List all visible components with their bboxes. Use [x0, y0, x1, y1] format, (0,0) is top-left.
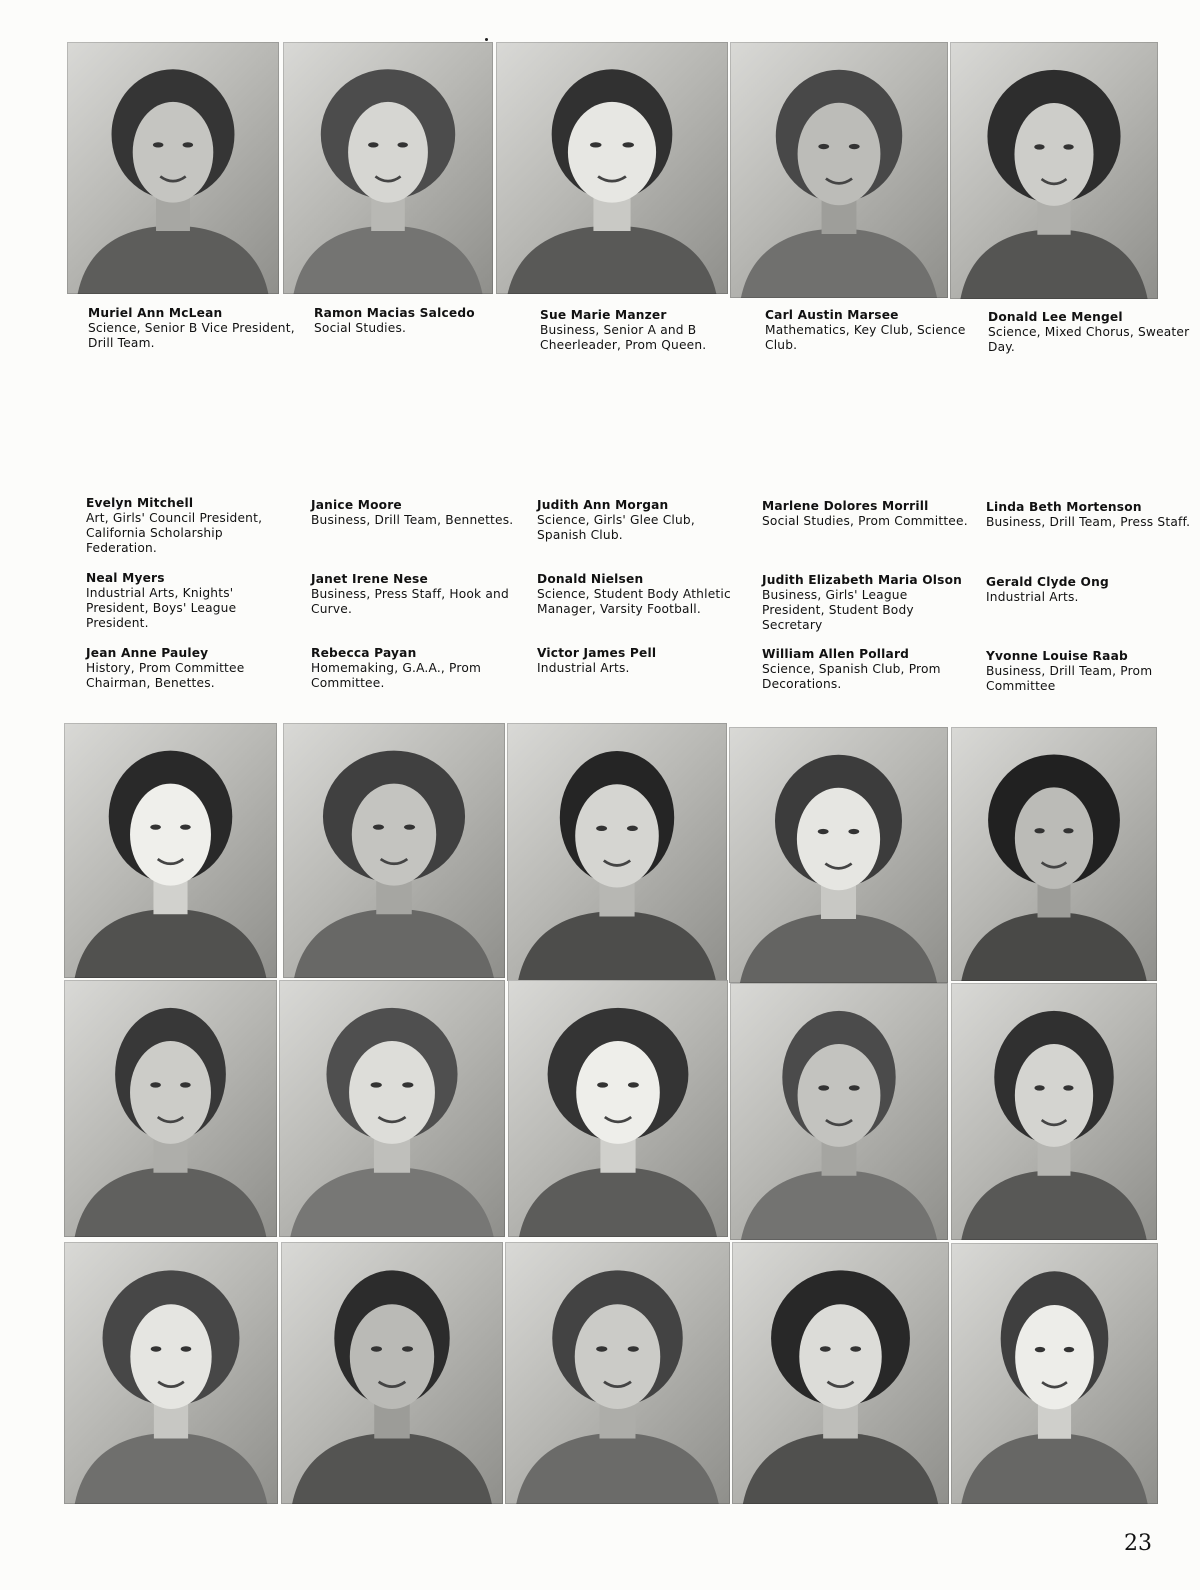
- student-activities: Science, Mixed Chorus, Sweater Day.: [988, 325, 1190, 354]
- caption-yvonne-louise-raab: [986, 649, 1196, 694]
- caption-muriel-ann-mclean: [88, 306, 298, 351]
- student-activities: Industrial Arts, Knights' President, Boys' League President.: [86, 586, 237, 630]
- caption-evelyn-mitchell: [86, 496, 296, 556]
- student-activities: Science, Spanish Club, Prom Decorations.: [762, 662, 941, 691]
- portrait-judith-elizabeth-maria-olson: [730, 983, 948, 1240]
- student-activities: Industrial Arts.: [537, 661, 630, 675]
- student-name: Victor James Pell: [537, 646, 657, 660]
- student-activities: Business, Drill Team, Bennettes.: [311, 513, 514, 527]
- student-name: Rebecca Payan: [311, 646, 417, 660]
- student-name: Evelyn Mitchell: [86, 496, 194, 510]
- student-name: Carl Austin Marsee: [765, 308, 899, 322]
- student-activities: Science, Senior B Vice President, Drill Team.: [88, 321, 295, 350]
- portrait-neal-myers: [64, 980, 277, 1237]
- caption-victor-james-pell: [537, 646, 747, 676]
- student-activities: Science, Student Body Athletic Manager, Varsity Football.: [537, 587, 731, 616]
- portrait-yvonne-louise-raab: [951, 1243, 1158, 1504]
- student-name: Marlene Dolores Morrill: [762, 499, 929, 513]
- student-name: Muriel Ann McLean: [88, 306, 223, 320]
- portrait-sue-marie-manzer: [496, 42, 728, 294]
- caption-janice-moore: [311, 498, 521, 528]
- caption-ramon-macias-salcedo: [314, 306, 524, 336]
- page-number: 23: [1124, 1531, 1152, 1556]
- student-name: Janice Moore: [311, 498, 402, 512]
- student-name: Yvonne Louise Raab: [986, 649, 1128, 663]
- portrait-jean-anne-pauley: [64, 1242, 278, 1504]
- student-name: Gerald Clyde Ong: [986, 575, 1109, 589]
- student-name: Janet Irene Nese: [311, 572, 428, 586]
- print-mark: [485, 38, 488, 41]
- student-name: Neal Myers: [86, 571, 165, 585]
- portrait-janice-moore: [283, 723, 505, 978]
- student-name: Donald Lee Mengel: [988, 310, 1123, 324]
- caption-neal-myers: [86, 571, 296, 631]
- student-activities: Art, Girls' Council President, California Scholarship Federation.: [86, 511, 263, 555]
- portrait-william-allen-pollard: [732, 1242, 949, 1504]
- caption-judith-ann-morgan: [537, 498, 747, 543]
- portrait-evelyn-mitchell: [64, 723, 277, 978]
- portrait-gerald-clyde-ong: [951, 983, 1157, 1240]
- student-activities: Business, Drill Team, Press Staff.: [986, 515, 1191, 529]
- caption-jean-anne-pauley: [86, 646, 296, 691]
- student-activities: Social Studies.: [314, 321, 407, 335]
- caption-janet-irene-nese: [311, 572, 521, 617]
- student-activities: History, Prom Committee Chairman, Benettes.: [86, 661, 245, 690]
- caption-linda-beth-mortenson: [986, 500, 1196, 530]
- caption-marlene-dolores-morrill: [762, 499, 972, 529]
- student-activities: Business, Drill Team, Prom Committee: [986, 664, 1153, 693]
- portrait-marlene-dolores-morrill: [729, 727, 948, 983]
- caption-gerald-clyde-ong: [986, 575, 1196, 605]
- caption-rebecca-payan: [311, 646, 521, 691]
- student-name: Donald Nielsen: [537, 572, 644, 586]
- student-name: Judith Ann Morgan: [537, 498, 669, 512]
- student-activities: Homemaking, G.A.A., Prom Committee.: [311, 661, 482, 690]
- student-name: William Allen Pollard: [762, 647, 910, 661]
- student-activities: Industrial Arts.: [986, 590, 1079, 604]
- portrait-rebecca-payan: [281, 1242, 503, 1504]
- student-name: Sue Marie Manzer: [540, 308, 667, 322]
- portrait-victor-james-pell: [505, 1242, 730, 1504]
- portrait-donald-nielsen: [508, 980, 728, 1237]
- portrait-ramon-macias-salcedo: [283, 42, 493, 294]
- student-activities: Business, Girls' League President, Student Body Secretary: [762, 588, 914, 632]
- student-activities: Mathematics, Key Club, Science Club.: [765, 323, 966, 352]
- student-name: Jean Anne Pauley: [86, 646, 209, 660]
- portrait-muriel-ann-mclean: [67, 42, 279, 294]
- portrait-donald-lee-mengel: [950, 42, 1158, 299]
- student-name: Judith Elizabeth Maria Olson: [762, 573, 963, 587]
- caption-donald-lee-mengel: [988, 310, 1198, 355]
- student-activities: Social Studies, Prom Committee.: [762, 514, 968, 528]
- caption-judith-elizabeth-maria-olson: [762, 573, 972, 633]
- portrait-linda-beth-mortenson: [951, 727, 1157, 981]
- portrait-carl-austin-marsee: [730, 42, 948, 298]
- caption-donald-nielsen: [537, 572, 747, 617]
- student-name: Linda Beth Mortenson: [986, 500, 1142, 514]
- student-name: Ramon Macias Salcedo: [314, 306, 475, 320]
- caption-sue-marie-manzer: [540, 308, 750, 353]
- caption-carl-austin-marsee: [765, 308, 975, 353]
- student-activities: Business, Press Staff, Hook and Curve.: [311, 587, 509, 616]
- portrait-janet-irene-nese: [279, 980, 505, 1237]
- student-activities: Business, Senior A and B Cheerleader, Prom Queen.: [540, 323, 707, 352]
- student-activities: Science, Girls' Glee Club, Spanish Club.: [537, 513, 695, 542]
- portrait-judith-ann-morgan: [507, 723, 727, 981]
- caption-william-allen-pollard: [762, 647, 972, 692]
